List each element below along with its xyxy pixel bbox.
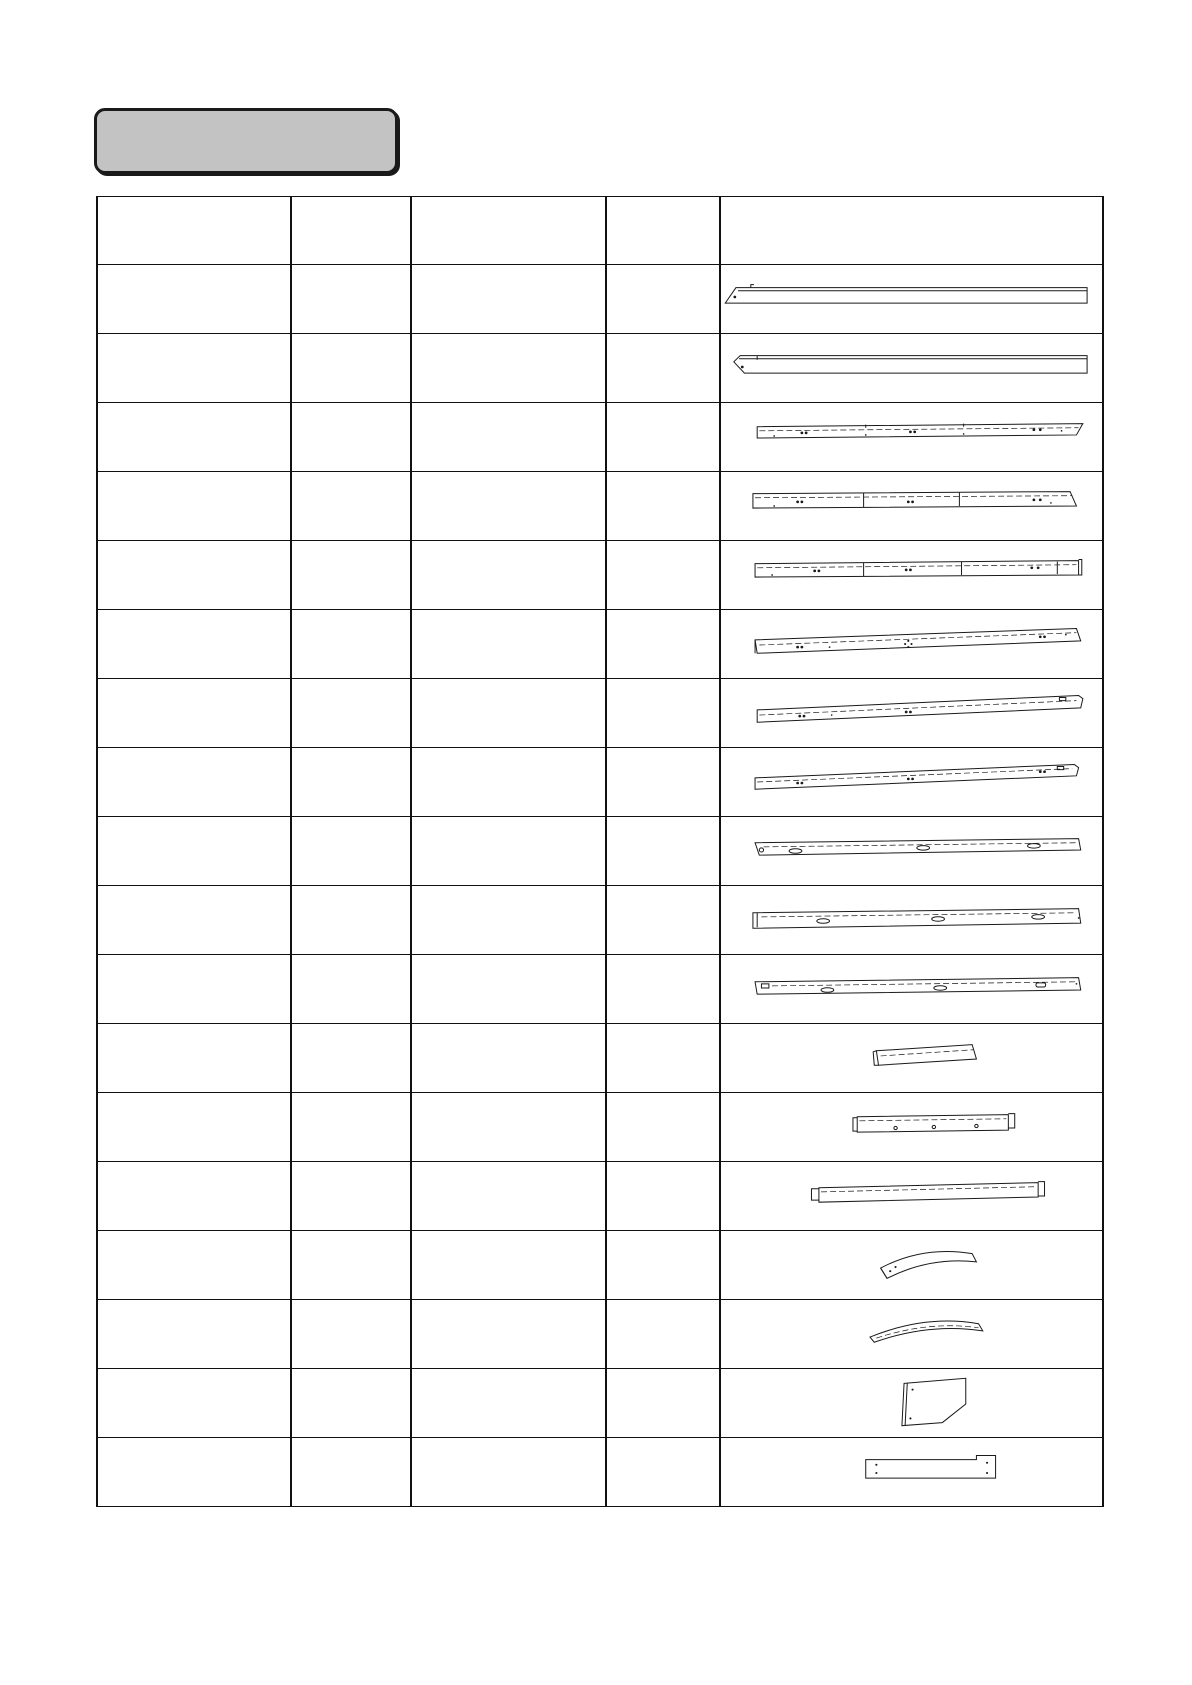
cell-no (97, 1300, 291, 1369)
cell-qty (606, 817, 720, 886)
cell-drawing (720, 817, 1103, 886)
cell-spec (411, 679, 606, 748)
corner-plate-drawing (721, 1369, 1102, 1437)
cell-name (291, 1369, 411, 1438)
cell-qty (606, 1093, 720, 1162)
cell-name (291, 679, 411, 748)
cell-drawing (720, 265, 1103, 334)
angled-slat-drawing (721, 748, 1102, 816)
table-header-row (97, 197, 1103, 265)
cell-no (97, 817, 291, 886)
cell-name (291, 541, 411, 610)
slat-bar-drawing (721, 541, 1102, 609)
capped-tube-drawing (721, 1093, 1102, 1161)
cell-spec (411, 1300, 606, 1369)
cell-name (291, 886, 411, 955)
cell-name (291, 955, 411, 1024)
cell-qty (606, 1162, 720, 1231)
cell-qty (606, 679, 720, 748)
table-row (97, 1162, 1103, 1231)
cell-spec (411, 1093, 606, 1162)
table-row (97, 1438, 1103, 1507)
cell-no (97, 541, 291, 610)
cell-spec (411, 817, 606, 886)
angle-rail-drawing (721, 265, 1102, 333)
angled-slat-drawing (721, 610, 1102, 678)
table-row (97, 679, 1103, 748)
table-row (97, 1300, 1103, 1369)
cell-no (97, 472, 291, 541)
cell-qty (606, 1369, 720, 1438)
cell-name (291, 1438, 411, 1507)
cell-qty (606, 610, 720, 679)
capped-tube-drawing (721, 1162, 1102, 1230)
cell-spec (411, 472, 606, 541)
cell-name (291, 610, 411, 679)
cell-qty (606, 1231, 720, 1300)
angle-rail-drawing (721, 334, 1102, 402)
short-tube-drawing (721, 1024, 1102, 1092)
cell-no (97, 1438, 291, 1507)
cell-no (97, 1024, 291, 1093)
angled-slat-drawing (721, 679, 1102, 747)
cell-drawing (720, 886, 1103, 955)
cell-drawing (720, 1300, 1103, 1369)
curved-bracket-drawing (721, 1231, 1102, 1299)
cell-name (291, 1300, 411, 1369)
cell-drawing (720, 1093, 1103, 1162)
header-cell-drawing (720, 197, 1103, 265)
table-row (97, 265, 1103, 334)
table-row (97, 955, 1103, 1024)
cell-name (291, 1162, 411, 1231)
cell-no (97, 1093, 291, 1162)
cell-spec (411, 1024, 606, 1093)
cell-qty (606, 265, 720, 334)
table-row (97, 472, 1103, 541)
slotted-bar-drawing (721, 955, 1102, 1023)
slotted-bar-drawing (721, 886, 1102, 954)
table-row (97, 1093, 1103, 1162)
section-title-box (94, 108, 398, 174)
cell-name (291, 472, 411, 541)
flat-plate-drawing (721, 1438, 1102, 1506)
cell-name (291, 265, 411, 334)
cell-drawing (720, 1438, 1103, 1507)
cell-qty (606, 748, 720, 817)
table-row (97, 1024, 1103, 1093)
table-row (97, 610, 1103, 679)
cell-drawing (720, 1024, 1103, 1093)
cell-name (291, 334, 411, 403)
cell-spec (411, 955, 606, 1024)
cell-no (97, 1369, 291, 1438)
cell-no (97, 748, 291, 817)
cell-qty (606, 955, 720, 1024)
parts-list-table (96, 196, 1104, 1507)
table-row (97, 334, 1103, 403)
cell-drawing (720, 1231, 1103, 1300)
cell-name (291, 403, 411, 472)
cell-drawing (720, 403, 1103, 472)
header-cell-no (97, 197, 291, 265)
cell-drawing (720, 748, 1103, 817)
cell-qty (606, 1438, 720, 1507)
cell-no (97, 1162, 291, 1231)
cell-no (97, 955, 291, 1024)
cell-no (97, 403, 291, 472)
cell-drawing (720, 1369, 1103, 1438)
cell-no (97, 679, 291, 748)
table-row (97, 541, 1103, 610)
cell-name (291, 1024, 411, 1093)
slat-bar-drawing (721, 403, 1102, 471)
cell-qty (606, 886, 720, 955)
cell-name (291, 817, 411, 886)
header-cell-spec (411, 197, 606, 265)
slat-bar-drawing (721, 472, 1102, 540)
header-cell-qty (606, 197, 720, 265)
cell-spec (411, 1438, 606, 1507)
cell-name (291, 1231, 411, 1300)
cell-drawing (720, 334, 1103, 403)
cell-no (97, 265, 291, 334)
cell-drawing (720, 472, 1103, 541)
table-row (97, 886, 1103, 955)
cell-qty (606, 403, 720, 472)
cell-spec (411, 610, 606, 679)
header-cell-name (291, 197, 411, 265)
cell-qty (606, 1300, 720, 1369)
table-row (97, 748, 1103, 817)
cell-name (291, 1093, 411, 1162)
cell-drawing (720, 610, 1103, 679)
table-row (97, 817, 1103, 886)
cell-spec (411, 1162, 606, 1231)
cell-spec (411, 403, 606, 472)
cell-qty (606, 1024, 720, 1093)
cell-no (97, 610, 291, 679)
cell-no (97, 886, 291, 955)
cell-no (97, 1231, 291, 1300)
cell-qty (606, 472, 720, 541)
table-row (97, 403, 1103, 472)
cell-spec (411, 541, 606, 610)
cell-spec (411, 1231, 606, 1300)
cell-spec (411, 886, 606, 955)
slotted-bar-drawing (721, 817, 1102, 885)
cell-drawing (720, 679, 1103, 748)
cell-spec (411, 1369, 606, 1438)
cell-spec (411, 748, 606, 817)
curved-strip-drawing (721, 1300, 1102, 1368)
table-row (97, 1369, 1103, 1438)
cell-qty (606, 334, 720, 403)
cell-qty (606, 541, 720, 610)
cell-spec (411, 334, 606, 403)
cell-drawing (720, 955, 1103, 1024)
cell-drawing (720, 1162, 1103, 1231)
cell-spec (411, 265, 606, 334)
cell-no (97, 334, 291, 403)
cell-name (291, 748, 411, 817)
table-row (97, 1231, 1103, 1300)
cell-drawing (720, 541, 1103, 610)
